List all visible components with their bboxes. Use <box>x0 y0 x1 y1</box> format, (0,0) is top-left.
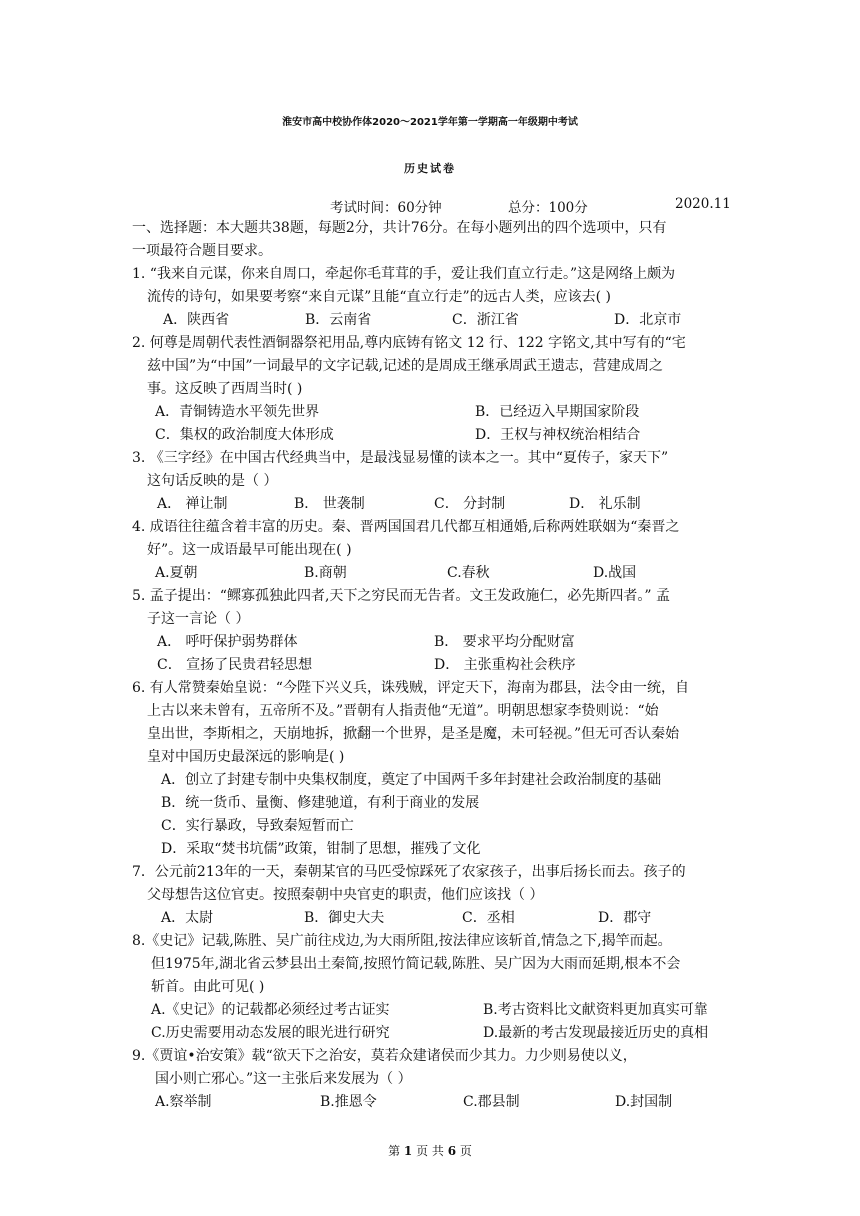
footer-middle: 页 共 <box>412 1144 448 1158</box>
exam-score: 总分：100分 <box>508 200 588 216</box>
q9-option-b: B.推恩令 <box>320 1094 377 1110</box>
q6-option-d: D．采取“焚书坑儒”政策，钳制了思想，摧残了文化 <box>161 841 481 857</box>
q4-option-d: D.战国 <box>593 565 637 581</box>
exam-subtitle: 历史试卷 <box>404 162 456 175</box>
q8-option-c: C.历史需要用动态发展的眼光进行研究 <box>151 1025 390 1041</box>
q3-option-a: A． 禅让制 <box>157 496 228 512</box>
q8-option-a: A.《史记》的记载都必须经过考古证实 <box>151 1002 390 1018</box>
q8-stem-line-3: 斩首。由此可见( ) <box>151 979 265 995</box>
section-instructions-line-2: 一项最符合题目要求。 <box>132 243 272 259</box>
q4-option-a: A.夏朝 <box>155 565 198 581</box>
q1-option-a: A．陕西省 <box>163 312 230 328</box>
q4-option-c: C.春秋 <box>447 565 490 581</box>
q8-stem-line-2: 但1975年,湖北省云梦县出土秦简,按照竹简记载,陈胜、吴广因为大雨而延期,根本不会 <box>151 956 681 972</box>
exam-date: 2020.11 <box>675 196 731 212</box>
q4-stem-line-2: 好”。这一成语最早可能出现在( ) <box>147 542 352 558</box>
q5-option-c: C． 宣扬了民贵君轻思想 <box>157 657 313 673</box>
q5-option-a: A． 呼吁保护弱势群体 <box>157 634 298 650</box>
q2-stem-line-1: 2. 何尊是周朝代表性酒铜器祭祀用品,尊内底铸有铭文 12 行、122 字铭文,其中写有的“宅 <box>132 335 686 351</box>
q5-option-d: D． 主张重构社会秩序 <box>434 657 576 673</box>
q9-option-d: D.封国制 <box>615 1094 673 1110</box>
q3-option-d: D． 礼乐制 <box>569 496 641 512</box>
q4-option-b: B.商朝 <box>304 565 347 581</box>
q3-stem-line-2: 这句话反映的是（ ） <box>147 473 278 489</box>
q6-stem-line-1: 6. 有人常赞秦始皇说：“今陛下兴义兵，诛残贼，评定天下，海南为郡县，法令由一统，自 <box>132 680 689 696</box>
q5-stem-line-2: 子这一言论（ ） <box>147 611 250 627</box>
q9-option-a: A.察举制 <box>155 1094 212 1110</box>
q2-stem-line-3: 事。这反映了西周当时( ) <box>147 381 303 397</box>
section-instructions-line-1: 一、选择题：本大题共38题，每题2分，共计76分。在每小题列出的四个选项中，只有 <box>132 220 667 236</box>
q3-stem-line-1: 3. 《三字经》在中国古代经典当中，是最浅显易懂的读本之一。其中“夏传子，家天下” <box>132 450 669 466</box>
q6-option-c: C．实行暴政，导致秦短暂而亡 <box>161 818 354 834</box>
q2-stem-line-2: 兹中国”为“中国”一词最早的文字记载,记述的是周成王继承周武王遗志，营建成周之 <box>147 358 663 374</box>
q3-option-b: B． 世袭制 <box>294 496 365 512</box>
page-total: 6 <box>447 1144 457 1158</box>
page-footer <box>0 1142 860 1159</box>
q6-stem-line-3: 皇出世，李斯相之，天崩地拆，掀翻一个世界，是圣是魔，未可轻视。”但无可否认秦始 <box>147 726 680 742</box>
q7-option-b: B．御史大夫 <box>304 910 385 926</box>
q8-option-b: B.考古资料比文献资料更加真实可靠 <box>483 1002 708 1018</box>
q5-stem-line-1: 5. 孟子提出：“鳏寡孤独此四者,天下之穷民而无告者。文王发政施仁，必先斯四者。” 孟 <box>132 588 671 604</box>
q9-stem-line-1: 9.《贾谊•治安策》载“欲天下之治安，莫若众建诸侯而少其力。力少则易使以义， <box>132 1048 637 1064</box>
q5-option-b: B． 要求平均分配财富 <box>434 634 575 650</box>
footer-suffix: 页 <box>456 1144 472 1158</box>
q7-option-c: C．丞相 <box>462 910 515 926</box>
page-number: 1 <box>403 1144 413 1158</box>
q7-stem-line-2: 父母想告这位官吏。按照秦朝中央官吏的职责，他们应该找（ ） <box>147 887 544 903</box>
exam-time: 考试时间：60分钟 <box>330 200 442 216</box>
q8-stem-line-1: 8.《史记》记载,陈胜、吴广前往戍边,为大雨所阻,按法律应该斩首,情急之下,揭竿而起。 <box>132 933 672 949</box>
q7-option-a: A．太尉 <box>161 910 214 926</box>
q1-option-b: B．云南省 <box>305 312 372 328</box>
footer-prefix: 第 <box>388 1144 404 1158</box>
q1-stem-line-2: 流传的诗句，如果要考察“来自元谋”且能“直立行走”的远古人类，应该去( ) <box>147 289 612 305</box>
q8-option-d: D.最新的考古发现最接近历史的真相 <box>483 1025 709 1041</box>
q2-option-c: C．集权的政治制度大体形成 <box>155 427 334 443</box>
exam-title: 淮安市高中校协作体2020～2021学年第一学期高一年级期中考试 <box>282 117 578 128</box>
q9-stem-line-2: 国小则亡邪心。”这一主张后来发展为（ ） <box>155 1071 412 1087</box>
q7-stem-line-1: 7．公元前213年的一天，秦朝某官的马匹受惊踩死了农家孩子，出事后扬长而去。孩子的 <box>132 864 686 880</box>
q6-option-a: A．创立了封建专制中央集权制度，奠定了中国两千多年封建社会政治制度的基础 <box>161 772 662 788</box>
q3-option-c: C． 分封制 <box>434 496 506 512</box>
q6-stem-line-4: 皇对中国历史最深远的影响是( ) <box>147 749 345 765</box>
q4-stem-line-1: 4. 成语往往蕴含着丰富的历史。秦、晋两国国君几代都互相通婚,后称两姓联姻为“秦晋之 <box>132 519 680 535</box>
q9-option-c: C.郡县制 <box>463 1094 520 1110</box>
q6-option-b: B．统一货币、量衡、修建驰道，有利于商业的发展 <box>161 795 480 811</box>
q6-stem-line-2: 上古以来未曾有，五帝所不及。”晋朝有人指责他“无道”。明朝思想家李贽则说：“始 <box>147 703 659 719</box>
q2-option-a: A．青铜铸造水平领先世界 <box>155 404 320 420</box>
q2-option-d: D．王权与神权统治相结合 <box>475 427 641 443</box>
q1-stem-line-1: 1. “我来自元谋，你来自周口，牵起你毛茸茸的手，爱让我们直立行走。”这是网络上颇为 <box>132 266 676 282</box>
q1-option-c: C．浙江省 <box>452 312 519 328</box>
q7-option-d: D．郡守 <box>598 910 652 926</box>
q2-option-b: B．已经迈入早期国家阶段 <box>475 404 640 420</box>
q1-option-d: D．北京市 <box>614 312 682 328</box>
